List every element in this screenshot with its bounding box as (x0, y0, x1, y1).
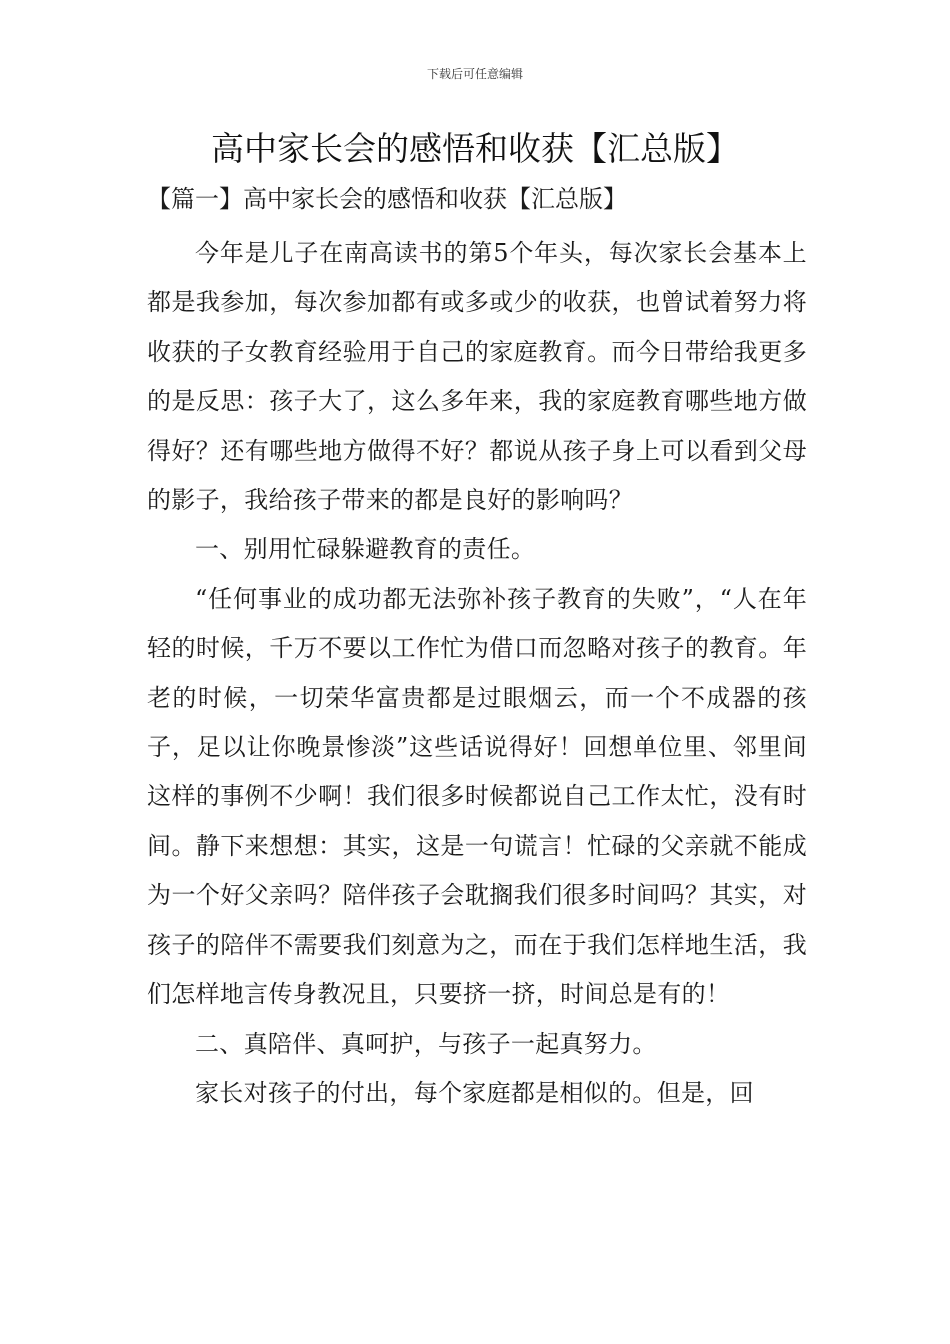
paragraph-point-two-heading: 二、真陪伴、真呵护，与孩子一起真努力。 (195, 1029, 657, 1058)
paragraph-point-one-body: “任何事业的成功都无法弥补孩子教育的失败”，“人在年轻的时候，千万不要以工作忙为借口而忽略对孩子的教育。年老的时候，一切荣华富贵都是过眼烟云，而一个不成器的孩子，足以让你晚景惨淡”这些话说得好！回想单位里、邻里间这样的事例不少啊！我们很多时候都说自己工作太忙，没有时间。静下来想想：其实，这是一句谎言！忙碌的父亲就不能成为一个好父亲吗？陪伴孩子会耽搁我们很多时间吗？其实，对孩子的陪伴不需要我们刻意为之，而在于我们怎样地生活，我们怎样地言传身教况且，只要挤一挤，时间总是有的！ (147, 584, 807, 1009)
paragraph-point-one-heading: 一、别用忙碌躲避教育的责任。 (195, 535, 536, 564)
header-note: 下载后可任意编辑 (426, 67, 523, 81)
document-body (147, 229, 807, 1118)
paragraph-intro: 今年是儿子在南高读书的第5个年头，每次家长会基本上都是我参加，每次参加都有或多或少的收获，也曾试着努力将收获的子女教育经验用于自己的家庭教育。而今日带给我更多的是反思：孩子大了，这么多年来，我的家庭教育哪些地方做得好？还有哪些地方做得不好？都说从孩子身上可以看到父母的影子，我给孩子带来的都是良好的影响吗？ (147, 239, 807, 515)
section-heading: 【篇一】高中家长会的感悟和收获【汇总版】 (147, 185, 627, 213)
document-title: 高中家长会的感悟和收获【汇总版】 (211, 129, 739, 168)
paragraph-point-two-body: 家长对孩子的付出，每个家庭都是相似的。但是，回 (195, 1078, 754, 1107)
